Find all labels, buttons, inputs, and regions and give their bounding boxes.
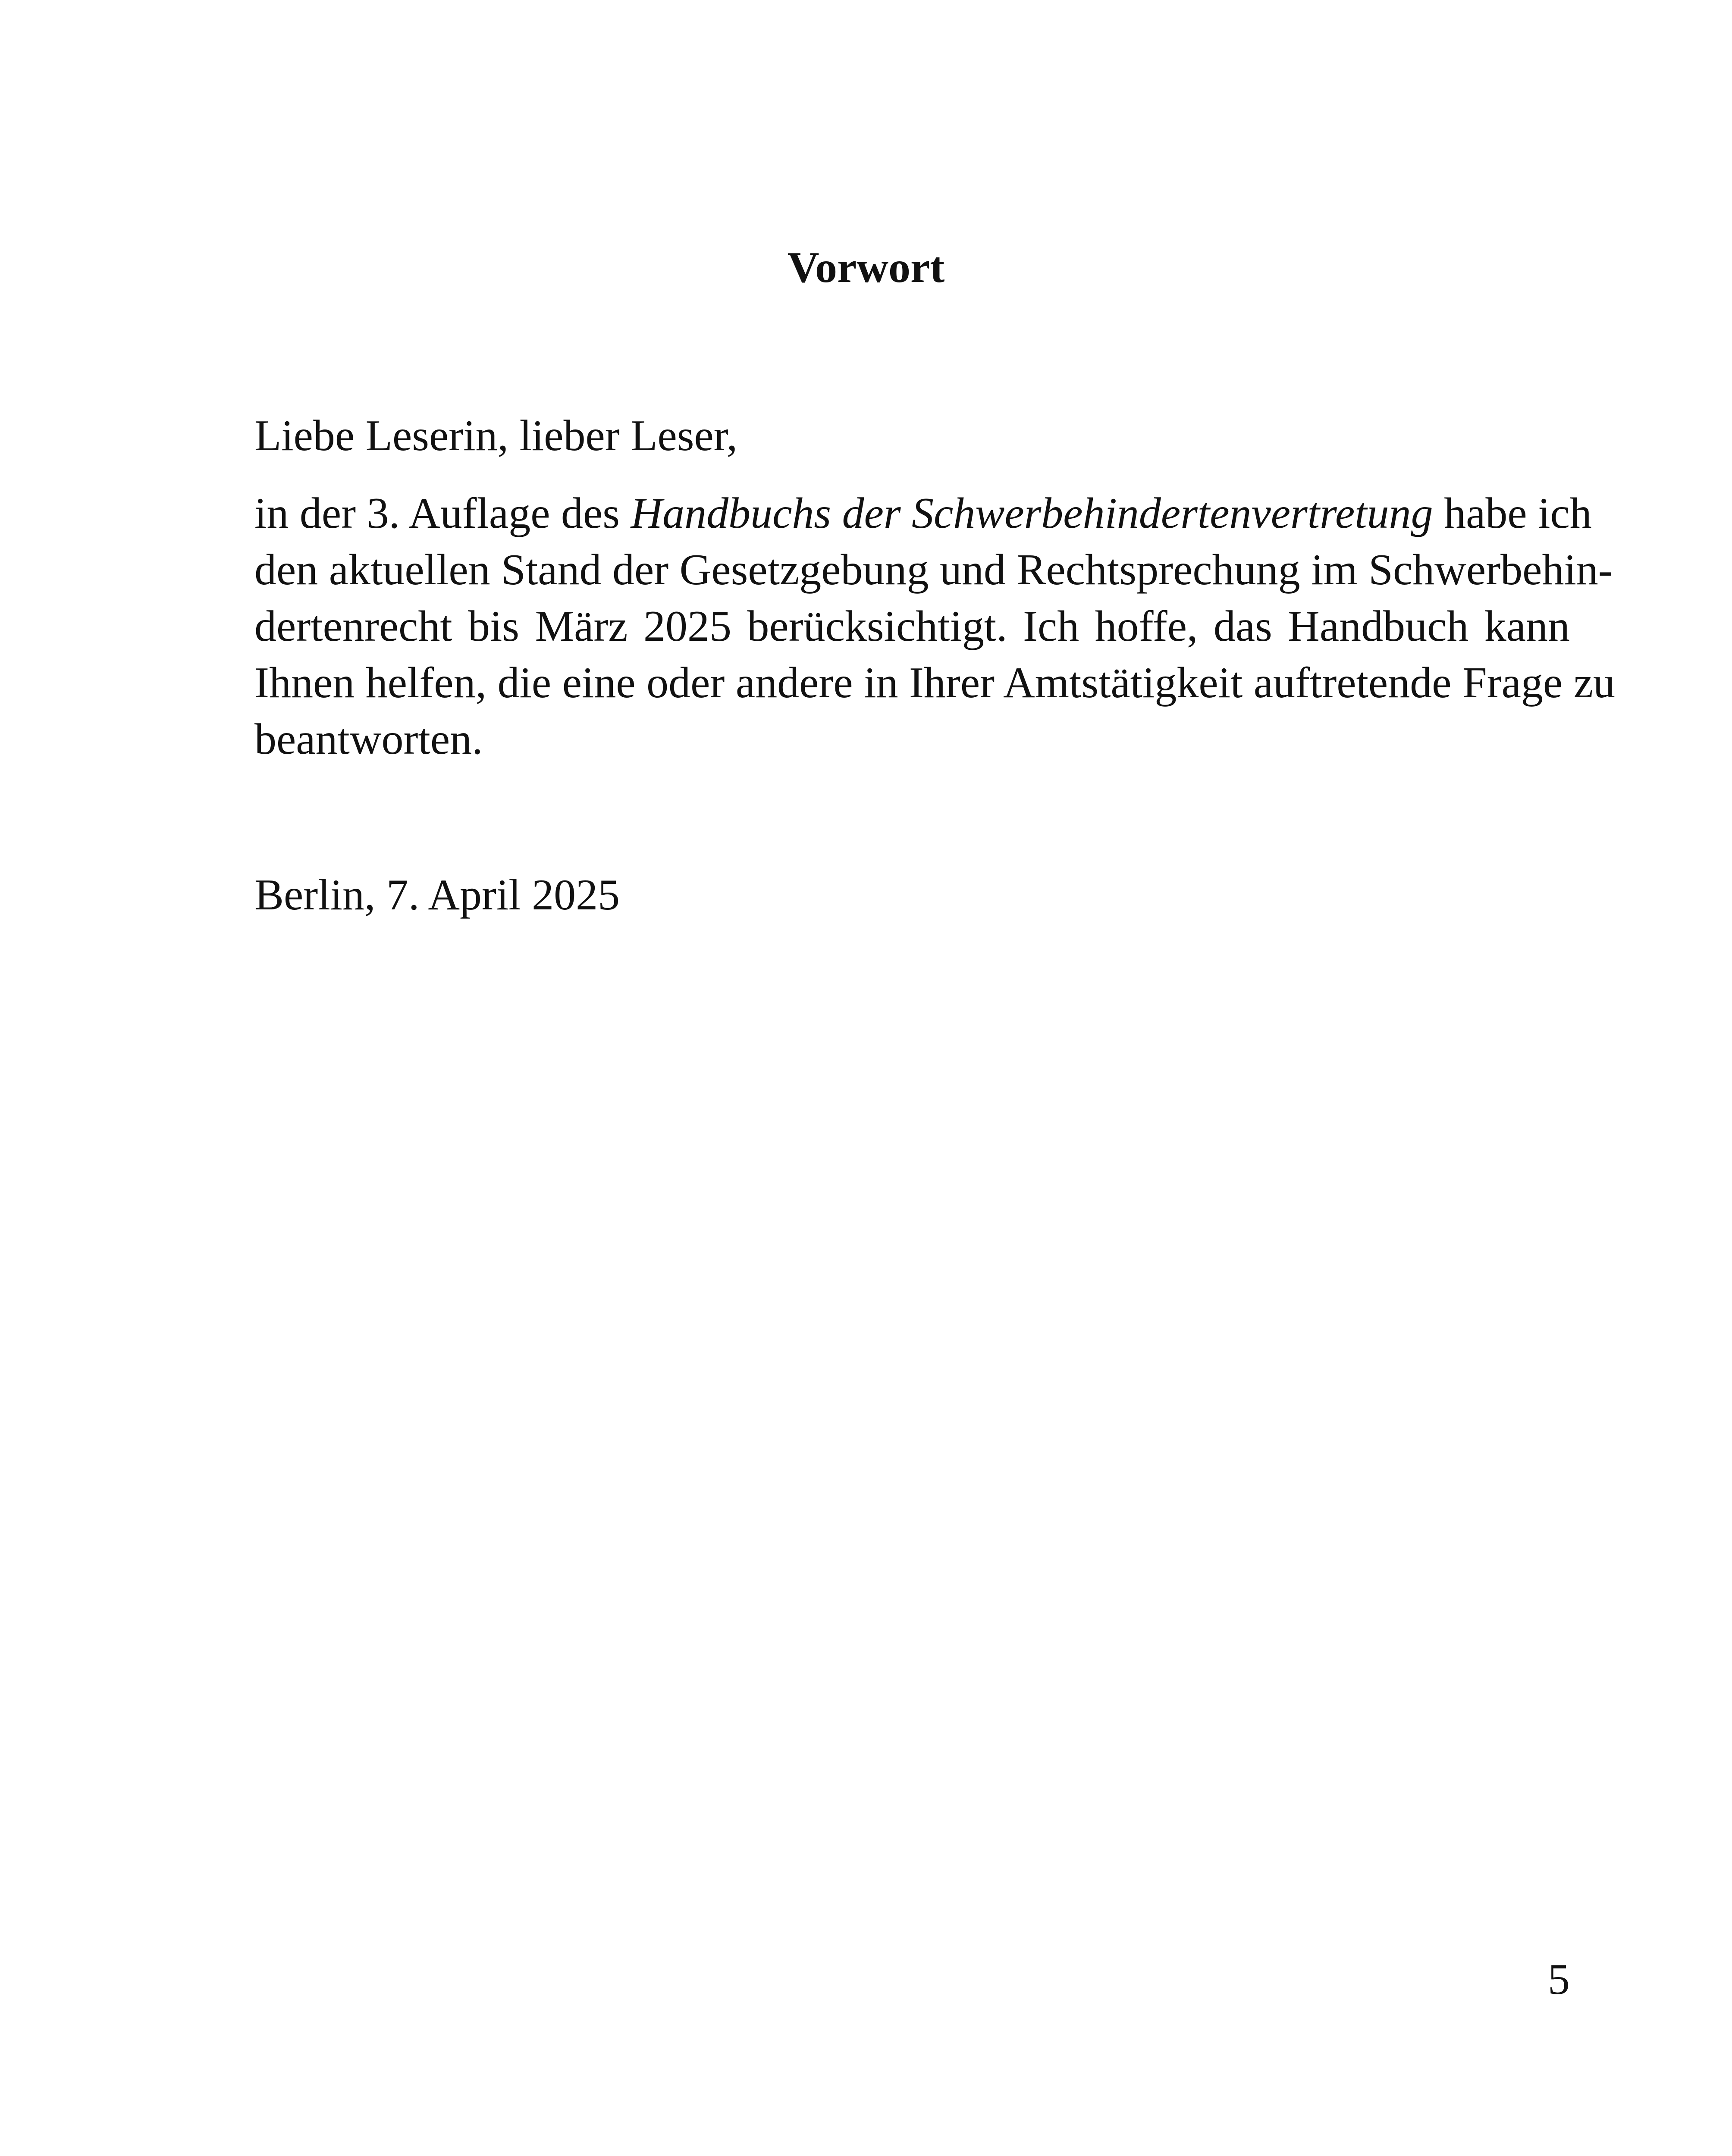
line-1-start-text: in der 3. Auflage des <box>254 489 631 538</box>
salutation: Liebe Leserin, lieber Leser, <box>254 411 738 460</box>
paragraph-line-4: Ihnen helfen, die eine oder andere in Ihrer Amtstätigkeit auftretende Frage zu <box>254 658 1615 707</box>
line-1-end-text: habe ich <box>1433 489 1592 538</box>
paragraph-line-5: beantworten. <box>254 715 483 764</box>
book-title-italic: Handbuchs der Schwerbehindertenvertretung <box>631 489 1433 538</box>
page-number: 5 <box>1548 1955 1570 2004</box>
paragraph-line-1 <box>254 485 1592 542</box>
place-and-date: Berlin, 7. April 2025 <box>254 871 620 919</box>
page-title: Vorwort <box>787 243 945 292</box>
foreword-paragraph <box>254 485 1615 768</box>
paragraph-line-3: dertenrecht bis März 2025 berücksichtigt. Ich hoffe, das Handbuch kann <box>254 602 1570 651</box>
paragraph-line-2: den aktuellen Stand der Gesetzgebung und Rechtsprechung im Schwerbehin- <box>254 545 1613 594</box>
